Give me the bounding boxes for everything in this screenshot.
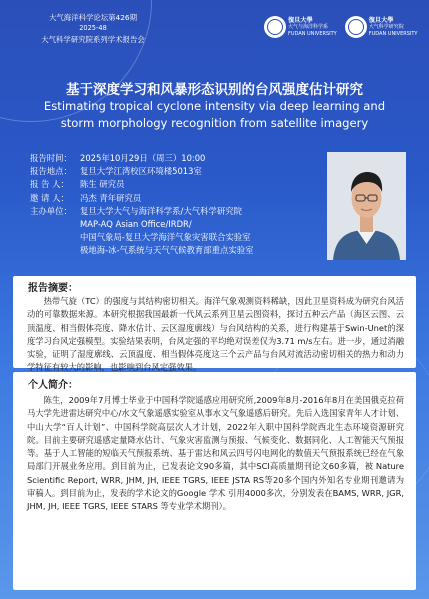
fudan-seal-icon	[264, 16, 286, 38]
info-organizer	[30, 231, 320, 244]
info-value: 复旦大学江湾校区环境楼5013室	[80, 166, 202, 177]
logo-en: FUDAN UNIVERSITY	[368, 30, 418, 37]
event-info	[30, 152, 320, 258]
info-organizer	[30, 244, 320, 257]
logo-name: 復旦大學	[288, 16, 313, 24]
title-chinese: 基于深度学习和风暴形态识别的台风强度估计研究	[66, 82, 363, 98]
info-time	[30, 152, 320, 165]
fudan-seal-icon	[345, 16, 367, 38]
speaker-portrait-icon	[327, 152, 406, 260]
logo-group	[264, 16, 417, 38]
bio-text: 陈生，2009年7月博士毕业于中国科学院遥感应用研究所,2009年8月-2016年8月在美国俄克拉荷马大学先进雷达研究中心/水文气象遥感实验室从事水文气象遥感后研究。先后入选国家青年人才计划、中山大学“百人计划”、中国科学院高层次人才计划，2022年入职中国科学院西北生态环境资源研究院。目前主要研究遥感定量降水估计、气象灾害监测与预报、气候变化、数据同化、人工智能天气预报等。基于人工智能的短临天气预报系统、基于雷达和风云四号闪电网化的数值天气预报系统已经在气象局部门开展业务应用。到目前为止，已发表论文90多篇，其中SCI高质量期刊论文60多篇，被 Nature Scientific Report, WRR, JHM, JH, IEEE TGRS, IEEE JSTA RS等20多个国内外知名专业期刊邀请为审稿人。到目前为止，发表的学术论文的Google 学术 引用4000多次，分别发表在BAMS, WRR, JGR, JHM, JH, IEEE TGRS, IEEE STARS 等专业学术期刊）。	[27, 395, 404, 512]
abstract-text: 热带气旋（TC）的强度与其结构密切相关。海洋气象观测资料稀缺，因此卫星资料成为研究台风活动的可靠数据来源。本研究根据我国最新一代风云系列卫星云图资料，探讨五种云产品（海区云图、云顶温度、相当假体亮度、降水估计、云区湿度廓线）与台风结构的关系，进行构建基于Swin-Unet的深度学习台风定强模型。实验结果表明，台风定强的平均绝对误差仅为3.71 m/s左右。进一步，通过消融实验，证明了湿度廓线、云顶温度、相当假体亮度这三个云产品与台风对流活动密切相关的热力和动力学特征有较大的影响，也影响到台风定强效果。	[27, 296, 404, 373]
info-label: 报告地点：	[30, 166, 72, 177]
series-forum-name: 大气海洋科学论坛第426期	[48, 13, 137, 22]
title-english-line: Estimating tropical cyclone intensity via deep learning and	[43, 99, 386, 113]
abstract-heading: 报告摘要：	[28, 283, 78, 294]
info-organizer	[30, 218, 320, 231]
info-value: 2025年10月29日（周三）10:00	[80, 153, 206, 163]
info-host	[30, 192, 320, 205]
series-report-name: 大气科学研究院系列学术报告会	[41, 35, 145, 44]
info-value: 极地海-冰-气系统与天气气候教育部重点实验室	[80, 245, 254, 256]
series-info	[32, 12, 154, 45]
logo-en: FUDAN UNIVERSITY	[288, 30, 337, 37]
info-place	[30, 165, 320, 178]
logo-atmos-ocean-dept	[264, 16, 337, 38]
info-label: 主办单位：	[30, 205, 72, 216]
info-speaker	[30, 178, 320, 191]
logo-sub: 大气与海洋科学系	[288, 23, 329, 30]
info-label: 报告时间：	[30, 153, 72, 163]
logo-sub: 大气科学研究院	[368, 23, 404, 30]
info-label: 报 告 人：	[30, 179, 69, 190]
bio-heading: 个人简介：	[28, 380, 78, 391]
abstract-card	[13, 276, 416, 373]
title-english-line: storm morphology recognition from satellite imagery	[60, 116, 369, 130]
logo-name: 復旦大學	[368, 16, 394, 24]
info-organizer	[30, 205, 320, 218]
speaker-photo	[327, 152, 406, 260]
info-value: 冯杰 青年研究员	[80, 192, 142, 203]
bio-card	[13, 372, 416, 590]
title-english	[0, 98, 429, 132]
info-value: 陈生 研究员	[80, 179, 125, 190]
info-value: 复旦大学大气与海洋科学系/大气科学研究院	[80, 205, 242, 216]
info-value: MAP-AQ Asian Office/IRDR/	[80, 219, 192, 230]
logo-atmos-institute	[345, 16, 418, 38]
info-label: 邀 请 人：	[30, 192, 69, 203]
series-number: 2025-48	[79, 24, 107, 32]
info-value: 中国气象局-复旦大学海洋气象灾害联合实验室	[80, 232, 251, 243]
